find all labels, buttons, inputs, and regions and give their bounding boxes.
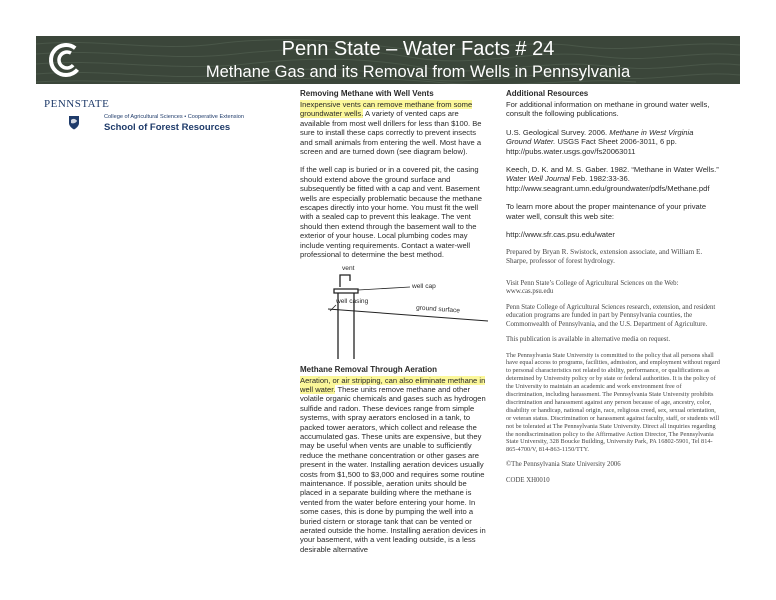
nondiscrimination-policy: The Pennsylvania State University is committed to the policy that all persons shall have equal access to programs, facilities, admission, and employment without regard to personal characteristics not related to ability, performance, or qualifications as determined by University policy or by state or federal authorities. It is the policy of the University to maintain an academic and work environment free of discrimination, including harassment. The Pennsylvania State University prohibits discrimination and harassment against any person because of age, ancestry, color, disability or handicap, national origin, race, religious creed, sex, sexual orientation, or veteran status. Discrimination or harassment against faculty, staff, or students will not be tolerated at The Pennsylvania State University. Direct all inquiries regarding the nondiscrimination policy to the Affirmative Action Director, The Pennsylvania State University, 328 Boucke Building, University Park, PA 16802-5901, Tel 814-865-4700/V, 814-863-1150/TTY. bbox=[506, 351, 720, 454]
vents-heading: Removing Methane with Well Vents bbox=[300, 89, 434, 98]
page-subtitle: Methane Gas and its Removal from Wells in Pennsylvania bbox=[205, 63, 631, 81]
label-well-cap: well cap bbox=[412, 282, 436, 290]
ref2-details: Feb. 1982:33-36. http://www.seagrant.umn.edu/groundwater/pdfs/Methane.pdf bbox=[506, 174, 710, 193]
aeration-highlight: Aeration, or air stripping, can also eliminate methane in well water. bbox=[300, 375, 486, 394]
vents-paragraph-2: If the well cap is buried or in a covered pit, the casing should extend above the ground surface and subsequently be fitted with a cap and vent. Basement wells are especially problematic because the methane escapes directly into your home. You must fit the well with a sealed cap to prevent this leakage. The vent should then extend through the basement wall to the exterior of your house. Local plumbing codes may include venting requirements. Contact a water-well professional to determine the best method. bbox=[300, 165, 482, 260]
vents-p1-rest: A variety of vented caps are available from most well drillers for less than $100. Be sure to install these caps correctly to prevent insects and small animals from entering the well. Most have a screen and are turned down (see diagram below). bbox=[300, 109, 482, 157]
ref1-title: Methane in West Virginia Ground Water. bbox=[506, 127, 694, 147]
side-column bbox=[506, 89, 720, 492]
visit-web: Visit Penn State’s College of Agricultural Sciences on the Web: www.cas.psu.edu bbox=[506, 280, 679, 296]
learn-more-text: To learn more about the proper maintenance of your private water well, consult this web site: bbox=[506, 202, 707, 221]
aeration-p1-rest: These units remove methane and other volatile organic chemicals and gases such as hydrogen sulfide and radon. These devices range from simple systems, with spray aerators enclosed in a tank, to packed tower aerators, which collect and release the accumulated gas. These units are expensive, but they may be useful when vents are unable to sufficiently reduce the methane concentration or other gases are present in the water. Installing aeration devices usually costs from $1,500 to $3,000 and requires some routine maintenance. If possible, aeration units should be placed in a separate building where the methane is vented from the water before entering your home. In some cases, this is done by pumping the well into a buried cistern or storage tank that can be vented or aerated outside the home. Installing aeration devices in your basement, with a vent leading outside, is a less desirable alternative bbox=[300, 384, 486, 554]
nittany-shield-icon bbox=[68, 115, 80, 130]
reference-1 bbox=[506, 128, 720, 156]
prepared-by: Prepared by Bryan R. Swistock, extension associate, and William E. Sharpe, professor of forest hydrology. bbox=[506, 248, 703, 266]
label-well-casing: well casing bbox=[336, 297, 369, 305]
school-name: School of Forest Resources bbox=[104, 122, 231, 133]
resources-heading: Additional Resources bbox=[506, 89, 589, 98]
page-title: Penn State – Water Facts # 24 bbox=[281, 38, 555, 60]
psu-logo-block bbox=[44, 98, 254, 133]
funding-note: Penn State College of Agricultural Sciences research, extension, and resident education programs are funded in part by Pennsylvania counties, the Commonwealth of Pennsylvania, and the U.S. Department of Agriculture. bbox=[506, 303, 716, 328]
aeration-heading: Methane Removal Through Aeration bbox=[300, 364, 438, 374]
alt-media-note: This publication is available in alternative media on request. bbox=[506, 336, 671, 344]
ref1-details: USGS Fact Sheet 2006-3011, 6 pp. http://pubs.water.usgs.gov/fs20063011 bbox=[506, 137, 677, 156]
penn-state-mark-icon bbox=[46, 42, 86, 78]
ref2-authors: Keech, D. K. and M. S. Gaber. 1982. “Methane in Water Wells.” bbox=[506, 165, 719, 175]
ref1-authors: U.S. Geological Survey. 2006. bbox=[506, 127, 608, 137]
ref2-journal: Water Well Journal bbox=[506, 174, 570, 184]
psu-wordmark: PENNSTATE bbox=[44, 98, 110, 110]
copyright: ©The Pennsylvania State University 2006 bbox=[506, 461, 621, 469]
label-vent: vent bbox=[342, 264, 355, 272]
water-url: http://www.sfr.cas.psu.edu/water bbox=[506, 230, 615, 240]
fine-print bbox=[506, 248, 720, 485]
header-banner bbox=[36, 36, 740, 84]
main-column bbox=[300, 89, 490, 563]
well-vent-diagram bbox=[300, 264, 490, 361]
publication-code: CODE XH0010 bbox=[506, 476, 550, 484]
reference-2 bbox=[506, 165, 720, 193]
well-vent-drawing bbox=[300, 269, 490, 361]
vents-highlight: Inexpensive vents can remove methane from some groundwater wells. bbox=[300, 100, 473, 119]
vents-paragraph-1 bbox=[300, 100, 490, 156]
aeration-paragraph bbox=[300, 376, 490, 555]
college-name: College of Agricultural Sciences • Cooperative Extension bbox=[104, 114, 245, 120]
label-ground-surface: ground surface bbox=[415, 303, 461, 315]
resources-intro: For additional information on methane in ground water wells, consult the following publications. bbox=[506, 100, 710, 119]
